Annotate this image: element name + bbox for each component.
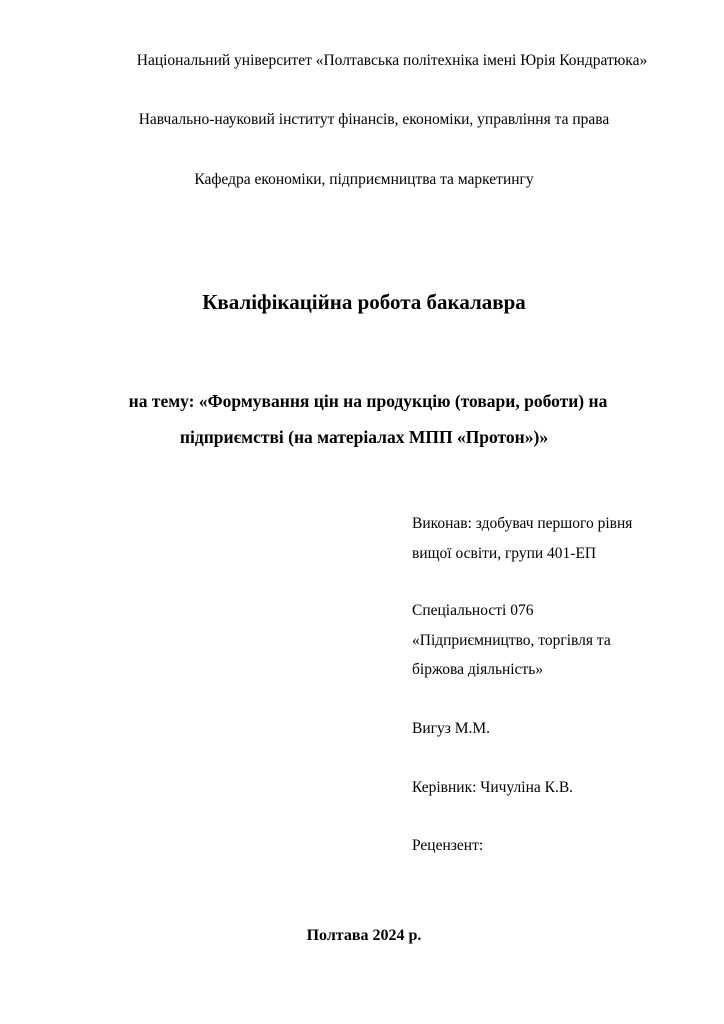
document-title: Кваліфікаційна робота бакалавра bbox=[202, 290, 526, 314]
supervisor: Керівник: Чичуліна К.В. bbox=[412, 779, 574, 796]
specialty-line-1: Спеціальності 076 bbox=[412, 602, 534, 619]
city-year: Полтава 2024 р. bbox=[306, 927, 422, 944]
university-name: Національний університет «Полтавська політехніка імені Юрія Кондратюка» bbox=[136, 52, 648, 69]
student-name: Вигуз М.М. bbox=[412, 720, 491, 737]
institute-name: Навчально-науковий інститут фінансів, економіки, управління та права bbox=[138, 111, 610, 128]
department-name: Кафедра економіки, підприємництва та маркетингу bbox=[194, 171, 534, 188]
topic-line-2: підприємстві (на матеріалах МПП «Протон»)» bbox=[179, 427, 549, 447]
specialty-line-3: біржова діяльність» bbox=[412, 661, 544, 678]
reviewer: Рецензент: bbox=[412, 837, 484, 854]
performed-by-line-2: вищої освіти, групи 401-ЕП bbox=[412, 545, 597, 562]
topic-line-1: на тему: «Формування цін на продукцію (товари, роботи) на bbox=[128, 391, 608, 411]
performed-by-line-1: Виконав: здобувач першого рівня bbox=[412, 515, 633, 532]
specialty-line-2: «Підприємництво, торгівля та bbox=[412, 632, 611, 649]
